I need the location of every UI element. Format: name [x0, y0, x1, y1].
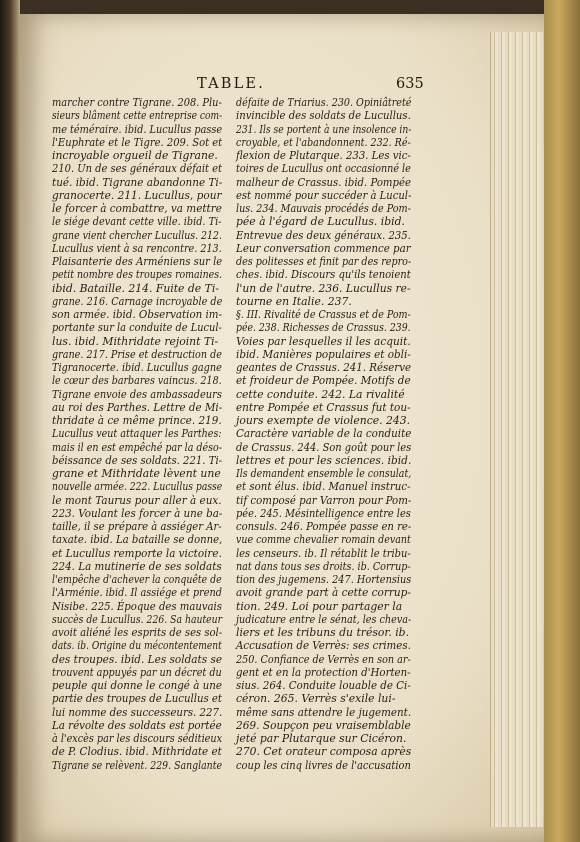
text-line: nouvelle armée. 222. Lucullus passe	[52, 480, 223, 494]
right-text-column	[236, 96, 411, 772]
text-line: cette conduite. 242. La rivalité	[236, 387, 405, 401]
text-line: jeté par Plutarque sur Cicéron.	[236, 732, 407, 745]
text-line: flexion de Plutarque. 233. Les vic-	[236, 149, 411, 162]
text-line: §. III. Rivalité de Crassus et de Pom-	[236, 308, 411, 321]
text-line: geantes de Crassus. 241. Réserve	[236, 361, 412, 374]
text-line: le siége devant cette ville. ibid. Ti-	[52, 215, 222, 229]
text-line: Tigrane se relèvent. 229. Sanglante	[52, 758, 223, 772]
text-line: 223. Voulant les forcer à une ba-	[52, 506, 223, 520]
text-line: 269. Soupçon peu vraisemblable	[236, 718, 411, 732]
text-line: Tigranocerte. ibid. Lucullus gagne	[52, 361, 222, 374]
text-line: 250. Confiance de Verrès en son ar-	[236, 652, 411, 666]
text-line: des troupes. ibid. Les soldats se	[52, 652, 223, 666]
text-line: l'Arménie. ibid. Il assiége et prend	[52, 586, 222, 600]
text-line: dats. ib. Origine du mécontentement	[52, 639, 222, 653]
text-line: Ils demandent ensemble le consulat,	[236, 467, 412, 480]
text-line: granocerte. 211. Lucullus, pour	[52, 188, 222, 202]
text-line: peuple qui donne le congé à une	[52, 679, 223, 692]
text-line: à l'excès par les discours séditieux	[52, 732, 223, 745]
text-line: et Lucullus remporte la victoire.	[52, 546, 222, 560]
text-line: de Crassus. 244. Son goût pour les	[236, 440, 412, 454]
text-line: entre Pompée et Crassus fut tou-	[236, 400, 411, 414]
book-cover-edge	[544, 0, 580, 842]
page-number: 635	[396, 76, 424, 92]
text-line: Caractère variable de la conduite	[236, 427, 412, 441]
text-line: sieurs blâment cette entreprise com-	[52, 109, 223, 123]
text-line: le forcer à combattre, va mettre	[52, 202, 222, 215]
text-line: Plaisanterie des Arméniens sur le	[52, 255, 223, 268]
text-line: l'un de l'autre. 236. Lucullus re-	[236, 281, 411, 295]
text-line: tion. 249. Loi pour partager la	[236, 599, 403, 613]
text-line: coup les cinq livres de l'accusation	[236, 758, 411, 772]
text-line: grane. 216. Carnage incroyable de	[52, 294, 223, 308]
text-line: Accusation de Verrès: ses crimes.	[236, 639, 411, 653]
text-line: sius. 264. Conduite louable de Ci-	[236, 679, 411, 692]
text-line: les censeurs. ib. Il rétablit le tribu-	[236, 546, 411, 560]
text-line: consuls. 246. Pompée passe en re-	[236, 520, 412, 533]
text-line: petit nombre des troupes romaines.	[52, 268, 222, 282]
text-line: et sont élus. ibid. Manuel instruc-	[236, 480, 411, 494]
text-line: vue comme chevalier romain devant	[236, 533, 411, 547]
page-title: TABLE.	[197, 76, 266, 92]
text-line: taxate. ibid. La bataille se donne,	[52, 533, 223, 547]
text-line: Leur conversation commence par	[236, 241, 411, 255]
text-line: Lucullus veut attaquer les Parthes:	[52, 427, 222, 441]
text-line: jours exempte de violence. 243.	[236, 414, 411, 427]
text-line: marcher contre Tigrane. 208. Plu-	[52, 96, 222, 109]
text-line: au roi des Parthes. Lettre de Mi-	[52, 400, 223, 414]
text-line: défaite de Triarius. 230. Opiniâtreté	[236, 96, 412, 109]
text-line: le mont Taurus pour aller à eux.	[52, 493, 222, 507]
text-line: nat dans tous ses droits. ib. Corrup-	[236, 559, 411, 573]
text-line: tourne en Italie. 237.	[236, 294, 352, 308]
text-line: Lucullus vient à sa rencontre. 213.	[52, 241, 222, 255]
text-line: croyable, et l'abandonnent. 232. Ré-	[236, 135, 411, 149]
text-line: pée. 238. Richesses de Crassus. 239.	[236, 321, 411, 335]
text-line: 270. Cet orateur composa après	[236, 745, 412, 759]
text-line: malheur de Crassus. ibid. Pompée	[236, 175, 411, 189]
text-line: La révolte des soldats est portée	[52, 718, 222, 732]
text-line: taille, il se prépare à assiéger Ar-	[52, 520, 222, 533]
text-line: pée à l'égard de Lucullus. ibid.	[236, 215, 405, 229]
left-text-column	[52, 96, 222, 772]
text-line: thridate à ce même prince. 219.	[52, 414, 222, 427]
text-line: tion des jugemens. 247. Hortensius	[236, 573, 412, 586]
text-line: mais il en est empêché par la déso-	[52, 440, 222, 454]
text-line: Nisibe. 225. Époque des mauvais	[52, 599, 222, 613]
text-line: Tigrane envoie des ambassadeurs	[52, 387, 222, 401]
text-line: Entrevue des deux généraux. 235.	[236, 228, 411, 242]
text-line: Voies par lesquelles il les acquit.	[236, 334, 411, 348]
text-line: me téméraire. ibid. Lucullus passe	[52, 122, 223, 136]
text-line: gent et en la protection d'Horten-	[236, 665, 411, 679]
text-line: tué. ibid. Tigrane abandonne Ti-	[52, 175, 223, 189]
text-line: l'Euphrate et le Tigre. 209. Sot et	[52, 135, 223, 149]
text-line: 231. Ils se portent à une insolence in-	[236, 122, 412, 136]
text-line: des politesses et finit par des repro-	[236, 255, 412, 268]
text-line: est nommé pour succéder à Lucul-	[236, 188, 412, 202]
text-line: avoit aliéné les esprits de ses sol-	[52, 626, 223, 639]
text-line: toires de Lucullus ont occasionné le	[236, 162, 411, 176]
page-stack-edges	[490, 32, 543, 827]
running-head	[20, 76, 544, 96]
text-line: incroyable orgueil de Tigrane.	[52, 149, 218, 162]
text-line: grane. 217. Prise et destruction de	[52, 347, 222, 361]
text-line: judicature entre le sénat, les cheva-	[236, 612, 412, 626]
text-line: ibid. Bataille. 214. Fuite de Ti-	[52, 281, 219, 295]
text-line: 224. La mutinerie de ses soldats	[52, 559, 222, 573]
text-line: 210. Un de ses généraux défait et	[52, 162, 223, 176]
text-line: lus. ibid. Mithridate rejoint Ti-	[52, 334, 219, 348]
text-line: invincible des soldats de Lucullus.	[236, 109, 411, 123]
text-line: grane vient chercher Lucullus. 212.	[52, 228, 222, 242]
text-line: succès de Lucullus. 226. Sa hauteur	[52, 612, 223, 626]
text-line: partie des troupes de Lucullus et	[52, 692, 223, 706]
text-line: ibid. Manières populaires et obli-	[236, 347, 411, 361]
text-line: béissance de ses soldats. 221. Ti-	[52, 453, 223, 467]
text-line: ches. ibid. Discours qu'ils tenoient	[236, 268, 411, 282]
text-line: l'empêche d'achever la conquête de	[52, 573, 222, 586]
text-line: même sans attendre le jugement.	[236, 705, 412, 719]
text-line: céron. 265. Verrès s'exile lui-	[236, 692, 396, 706]
text-line: portante sur la conduite de Lucul-	[52, 321, 222, 335]
text-line: lui nomme des successeurs. 227.	[52, 705, 223, 719]
text-line: son armée. ibid. Observation im-	[52, 308, 222, 321]
text-line: et froideur de Pompée. Motifs de	[236, 374, 411, 388]
text-line: avoit grande part à cette corrup-	[236, 586, 411, 600]
text-line: lus. 234. Mauvais procédés de Pom-	[236, 202, 411, 215]
text-line: grane et Mithridate lèvent une	[52, 467, 221, 480]
text-line: le cœur des barbares vaincus. 218.	[52, 374, 222, 388]
text-line: trouvent appuyés par un décret du	[52, 665, 222, 679]
text-line: liers et les tribuns du trésor. ib.	[236, 626, 410, 639]
text-line: lettres et pour les sciences. ibid.	[236, 453, 412, 467]
text-line: de P. Clodius. ibid. Mithridate et	[52, 745, 222, 759]
previous-page-edge	[0, 0, 20, 842]
text-line: pée. 245. Mésintelligence entre les	[236, 506, 411, 520]
text-line: tif composé par Varron pour Pom-	[236, 493, 412, 507]
